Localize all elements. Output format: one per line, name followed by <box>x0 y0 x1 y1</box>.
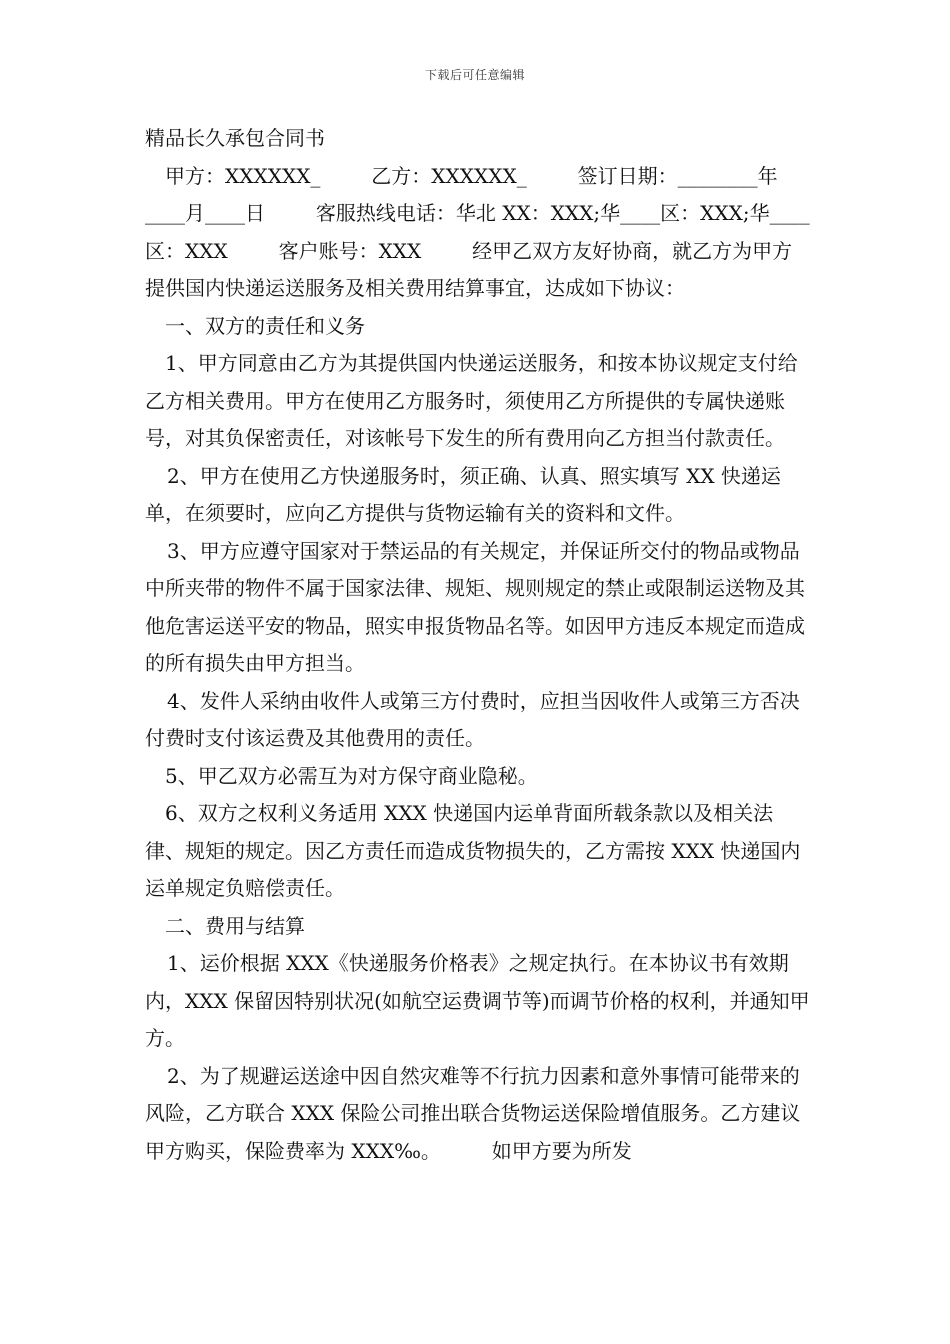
document-title: 精品长久承包合同书 <box>145 126 325 150</box>
page-header-note: 下载后可任意编辑 <box>424 68 525 82</box>
section-1-heading: 一、双方的责任和义务 <box>165 313 365 338</box>
section-2-item-1: 1、运价根据 XXX《快递服务价格表》之规定执行。在本协议书有效期内，XXX 保留因特别状况(如航空运费调节等)而调节价格的权利，并通知甲方。 <box>145 951 810 1050</box>
section-1-item-4: 4、发件人采纳由收件人或第三方付费时，应担当因收件人或第三方否决付费时支付该运费及其他费用的责任。 <box>145 688 800 750</box>
section-1-item-1: 1、甲方同意由乙方为其提供国内快递运送服务，和按本协议规定支付给乙方相关费用。甲方在使用乙方服务时，须使用乙方所提供的专属快递账号，对其负保密责任，对该帐号下发生的所有费用向乙方担当付款责任。 <box>145 351 798 450</box>
contract-intro: 甲方：XXXXXX_ 乙方：XXXXXX_ 签订日期：________年____月____日 客服热线电话：华北 XX：XXX;华____区：XXX;华____区：XXX 客户账号：XXX 经甲乙双方友好协商，就乙方为甲方提供国内快递运送服务及相关费用结算事宜，达成如下协议： <box>145 163 810 300</box>
section-1-item-5: 5、甲乙双方必需互为对方保守商业隐秘。 <box>165 763 538 788</box>
section-1-item-6: 6、双方之权利义务适用 XXX 快递国内运单背面所载条款以及相关法律、规矩的规定。因乙方责任而造成货物损失的，乙方需按 XXX 快递国内运单规定负赔偿责任。 <box>145 801 801 900</box>
section-1-item-2: 2、甲方在使用乙方快递服务时，须正确、认真、照实填写 XX 快递运单，在须要时，应向乙方提供与货物运输有关的资料和文件。 <box>145 463 781 525</box>
section-2-heading: 二、费用与结算 <box>165 913 305 938</box>
section-2-item-2: 2、为了规避运送途中因自然灾难等不行抗力因素和意外事情可能带来的风险，乙方联合 XXX 保险公司推出联合货物运送保险增值服务。乙方建议甲方购买，保险费率为 XXX‰。 如甲方要为所发 <box>145 1063 801 1163</box>
contract-body <box>145 120 810 1170</box>
section-1-item-3: 3、甲方应遵守国家对于禁运品的有关规定，并保证所交付的物品或物品中所夹带的物件不属于国家法律、规矩、规则规定的禁止或限制运送物及其他危害运送平安的物品，照实申报货物品名等。如因甲方违反本规定而造成的所有损失由甲方担当。 <box>145 538 805 675</box>
